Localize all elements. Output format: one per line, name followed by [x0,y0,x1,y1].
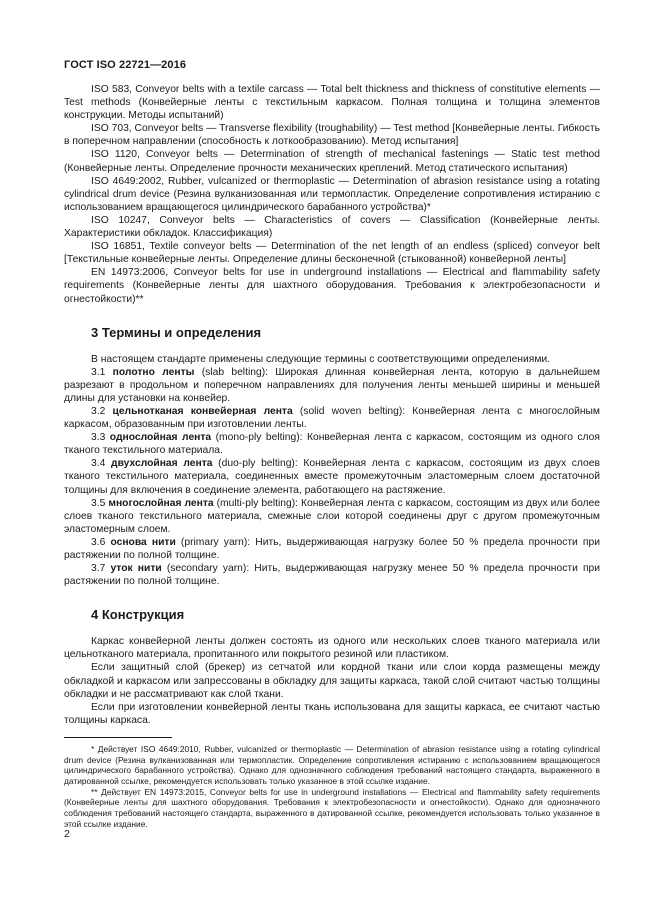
term-number: 3.7 [91,563,106,575]
term-name: полотно ленты [112,366,195,378]
footnote-2: ** Действует EN 14973:2015, Conveyor belts for use in underground installations — Electrical and flammability safety requirements (Конвейерные ленты для шахтного оборудования. Требования к электробезопасности и огнестойкости). Однако для однозначного соблюдения требований настоящего стандарта, выраженного в датированной ссылке, рекомендуется использовать только указанное в этой ссылке издание. [64,786,600,829]
reference-iso-4649: ISO 4649:2002, Rubber, vulcanized or thermoplastic — Determination of abrasion resistance using a rotating cylindrical drum device (Резина вулканизованная или термопластик. Определение сопротивления истиранию с использованием вращающегося цилиндрического барабанного устройства)* [64,175,600,213]
section-3-heading: 3 Термины и определения [91,324,262,340]
reference-iso-1120: ISO 1120, Conveyor belts — Determination of strength of mechanical fastenings — Static test method (Конвейерные ленты. Определение прочности механических креплений. Метод статического испытания) [64,149,600,174]
term-3-5 [64,497,600,536]
term-definition: (solid woven belting): Конвейерная лента с многослойным каркасом, образованным при изготовлении ленты. [64,405,600,431]
term-definition: (primary yarn): Нить, выдерживающая нагрузку более 50 % предела прочности при растяжении по полной толщине. [64,536,600,561]
term-3-6 [64,536,600,562]
reference-iso-583: ISO 583, Conveyor belts with a textile carcass — Total belt thickness and thickness of constitutive elements — Test methods (Конвейерные ленты с текстильным каркасом. Полная толщина и толщина элементов конструкции. Методы испытаний) [64,84,600,122]
section-4-paragraph: Каркас конвейерной ленты должен состоять из одного или нескольких слоев тканого материала или цельнотканого материала, пропитанного или покрытого резиной или пластиком. [64,636,600,661]
footnote-divider [64,737,172,738]
term-name: уток нити [110,563,162,575]
term-name: двухслойная лента [111,458,213,470]
term-number: 3.4 [91,458,106,470]
term-definition: (mono-ply belting): Конвейерная лента с каркасом, состоящим из одного слоя тканого текстильного материала. [64,432,600,457]
reference-iso-10247: ISO 10247, Conveyor belts — Characteristics of covers — Classification (Конвейерные ленты. Характеристики обкладок. Классификация) [64,214,600,240]
term-number: 3.5 [91,497,106,509]
reference-iso-16851: ISO 16851, Textile conveyor belts — Determination of the net length of an endless (spliced) conveyor belt [Текстильные конвейерные ленты. Определение длины бесконечной (стыкованной) конвейерной ленты] [64,241,600,266]
term-3-3 [64,431,600,457]
term-number: 3.1 [91,366,106,378]
term-name: цельнотканая конвейерная лента [112,405,293,417]
term-3-4 [64,457,600,496]
reference-en-14973: EN 14973:2006, Conveyor belts for use in underground installations — Electrical and flammability safety requirements (Конвейерные ленты для шахтного оборудования. Требования к электробезопасности и огнестойкости)** [64,267,600,305]
page-content [64,83,600,830]
section-4-paragraph: Если при изготовлении конвейерной ленты ткань использована для защиты каркаса, ее считают частью толщины каркаса. [64,701,600,726]
page-number: 2 [64,828,70,840]
term-number: 3.6 [91,536,106,548]
term-definition: (secondary yarn): Нить, выдерживающая нагрузку менее 50 % предела прочности при растяжении по полной толщине. [64,563,600,588]
term-name: основа нити [110,536,176,548]
term-3-7 [64,562,600,588]
term-definition: (multi-ply belting): Конвейерная лента с каркасом, состоящим из двух или более слоев тканого текстильного материала, смежные слои которой соединены друг с другом промежуточным эластомерным слоем. [64,497,600,535]
document-header: ГОСТ ISO 22721—2016 [64,59,187,71]
term-definition: (slab belting): Широкая длинная конвейерная лента, которую в дальнейшем разрезают в продольном и поперечном направлениях для получения ленты меньшей ширины и меньшей длины для установки на конвейер. [64,366,600,404]
footnote-1: * Действует ISO 4649:2010, Rubber, vulcanized or thermoplastic — Determination of abrasion resistance using a rotating cylindrical drum device (Резина вулканизованная или термопластик. Определение сопротивления истиранию с использованием вращающегося цилиндрического барабанного устройства). Однако для однозначного соблюдения требований настоящего стандарта, выраженного в датированной ссылке, рекомендуется использовать только указанное в этой ссылке издание. [64,743,600,787]
term-3-1 [64,366,600,405]
section-4-paragraph: Если защитный слой (брекер) из сетчатой или кордной ткани или слои корда размещены между обкладкой и каркасом или запрессованы в обкладку для защиты каркаса, такой слой считают частью толщины обкладки и не рассматривают как слой ткани. [64,662,600,700]
section-4-heading: 4 Конструкция [91,607,185,623]
reference-iso-703: ISO 703, Conveyor belts — Transverse flexibility (troughability) — Test method [Конвейерные ленты. Гибкость в поперечном направлении (способность к лоткообразованию). Метод испытания] [64,123,600,148]
term-number: 3.2 [91,405,106,417]
term-definition: (duo-ply belting): Конвейерная лента с каркасом, состоящим из двух слоев тканого текстильного материала, соединенных вместе промежуточным эластомерным слоем достаточной толщины для включения в соединение элемента, работающего на растяжение. [64,458,600,496]
term-name: однослойная лента [109,432,212,444]
term-name: многослойная лента [108,497,214,509]
term-number: 3.3 [91,432,106,444]
term-3-2 [64,405,600,431]
section-3-intro: В настоящем стандарте применены следующие термины с соответствующими определениями. [91,353,551,365]
